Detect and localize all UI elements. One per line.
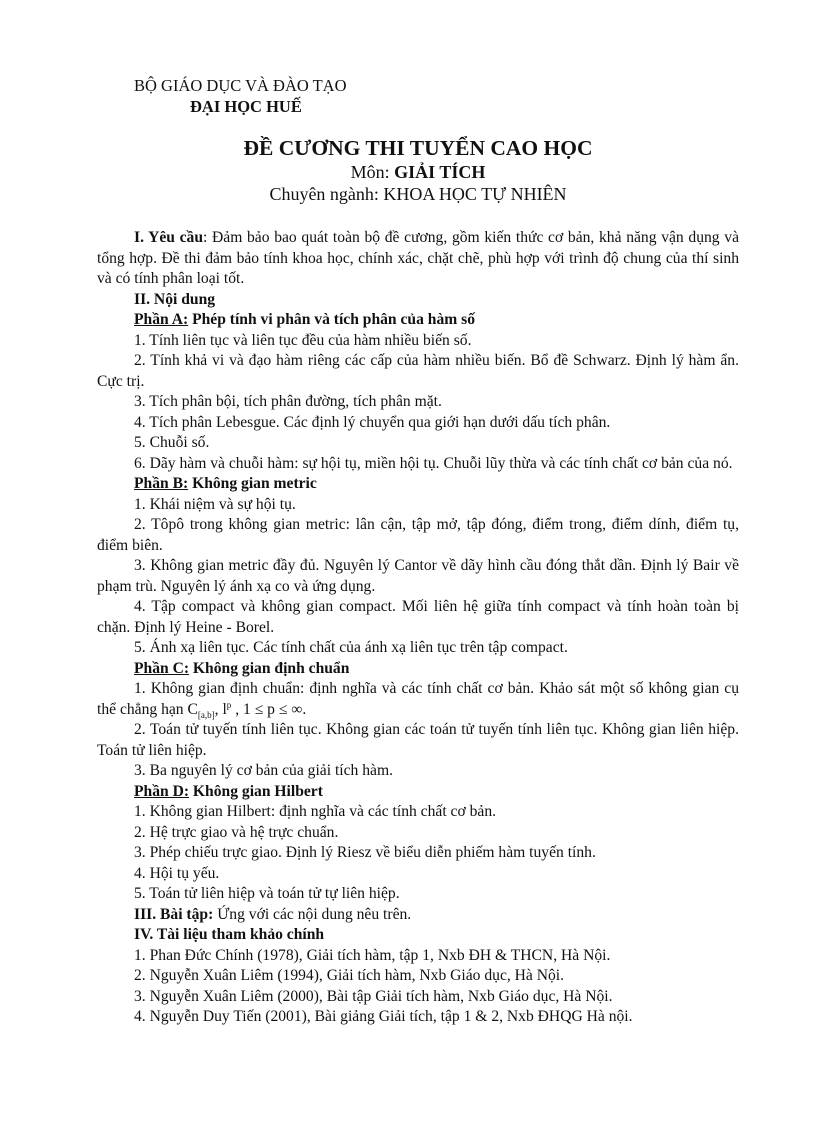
list-item: 3. Ba nguyên lý cơ bản của giải tích hàm. <box>134 762 393 779</box>
section-label: I. Yêu cầu <box>134 229 203 246</box>
university-name: ĐẠI HỌC HUẾ <box>190 97 302 116</box>
list-item: 1. Không gian Hilbert: định nghĩa và các tính chất cơ bản. <box>134 803 497 820</box>
list-item: 1. Không gian định chuẩn: định nghĩa và các tính chất cơ bản. Khảo sát một số không gian cụ thể chẳng hạn $C_{[a,b]}$, $l^p$ , 1 ≤ p ≤ ∞. <box>97 680 739 720</box>
part-d-heading: Phần D: Không gian Hilbert <box>134 782 323 800</box>
list-item: 1. Tính liên tục và liên tục đều của hàm nhiều biến số. <box>134 331 472 349</box>
list-item: 1. Khái niệm và sự hội tụ. <box>134 495 296 513</box>
ministry-name: BỘ GIÁO DỤC VÀ ĐÀO TẠO <box>134 76 347 95</box>
section-content-heading: II. Nội dung <box>134 290 216 308</box>
list-item: 2. Hệ trực giao và hệ trực chuẩn. <box>134 823 339 841</box>
list-item: 6. Dãy hàm và chuỗi hàm: sự hội tụ, miền hội tụ. Chuỗi lũy thừa và các tính chất cơ bản của nó. <box>134 454 733 472</box>
list-item: 4. Tích phân Lebesgue. Các định lý chuyển qua giới hạn dưới dấu tích phân. <box>134 413 611 431</box>
major-line: Chuyên ngành: KHOA HỌC TỰ NHIÊN <box>269 184 567 204</box>
list-item: 4. Tập compact và không gian compact. Mối liên hệ giữa tính compact và tính hoàn toàn bị chặn. Định lý Heine - Borel. <box>97 598 739 636</box>
list-item: 5. Toán tử liên hiệp và toán tử tự liên hiệp. <box>134 885 400 902</box>
reference-item: 1. Phan Đức Chính (1978), Giải tích hàm, tập 1, Nxb ĐH & THCN, Hà Nội. <box>134 946 611 964</box>
subject-name: GIẢI TÍCH <box>394 162 486 182</box>
subject-line: Môn: GIẢI TÍCH <box>350 162 486 182</box>
section-references-heading: IV. Tài liệu tham khảo chính <box>134 926 325 943</box>
part-c-heading: Phần C: Không gian định chuẩn <box>134 659 350 677</box>
list-item: 2. Tôpô trong không gian metric: lân cận, tập mở, tập đóng, điểm trong, điểm dính, điểm tụ, điểm biên. <box>97 516 739 554</box>
content-body <box>97 228 739 1028</box>
list-item: 2. Tính khả vi và đạo hàm riêng các cấp của hàm nhiều biến. Bổ đề Schwarz. Định lý hàm ẩn. Cực trị. <box>97 352 739 390</box>
document-title: ĐỀ CƯƠNG THI TUYỂN CAO HỌC <box>243 136 593 160</box>
part-a-heading: Phần A: Phép tính vi phân và tích phân của hàm số <box>134 311 476 328</box>
section-exercises: III. Bài tập: Ứng với các nội dung nêu trên. <box>134 905 412 923</box>
section-requirements: I. Yêu cầu: Đảm bảo bao quát toàn bộ đề cương, gồm kiến thức cơ bản, khả năng vận dụng và tổng hợp. Đề thi đảm bảo tính khoa học, chính xác, chặt chẽ, phù hợp với trình độ chung của thí sinh và có tính phân loại tốt. <box>97 229 739 287</box>
reference-item: 4. Nguyễn Duy Tiến (2001), Bài giảng Giải tích, tập 1 & 2, Nxb ĐHQG Hà nội. <box>134 1008 633 1025</box>
list-item: 2. Toán tử tuyến tính liên tục. Không gian các toán tử tuyến tính liên tục. Không gian liên hiệp. Toán tử liên hiệp. <box>97 721 739 759</box>
list-item: 3. Không gian metric đầy đủ. Nguyên lý Cantor về dãy hình cầu đóng thắt dần. Định lý Bair về phạm trù. Nguyên lý ánh xạ co và ứng dụng. <box>97 557 739 595</box>
list-item: 3. Tích phân bội, tích phân đường, tích phân mặt. <box>134 393 442 410</box>
list-item: 4. Hội tụ yếu. <box>134 864 220 882</box>
list-item: 3. Phép chiếu trực giao. Định lý Riesz về biểu diễn phiếm hàm tuyến tính. <box>134 844 596 861</box>
part-b-heading: Phần B: Không gian metric <box>134 475 317 492</box>
list-item: 5. Ánh xạ liên tục. Các tính chất của ánh xạ liên tục trên tập compact. <box>134 639 568 656</box>
reference-item: 2. Nguyễn Xuân Liêm (1994), Giải tích hàm, Nxb Giáo dục, Hà Nội. <box>134 967 565 984</box>
list-item: 5. Chuỗi số. <box>134 434 210 451</box>
reference-item: 3. Nguyễn Xuân Liêm (2000), Bài tập Giải tích hàm, Nxb Giáo dục, Hà Nội. <box>134 987 613 1005</box>
